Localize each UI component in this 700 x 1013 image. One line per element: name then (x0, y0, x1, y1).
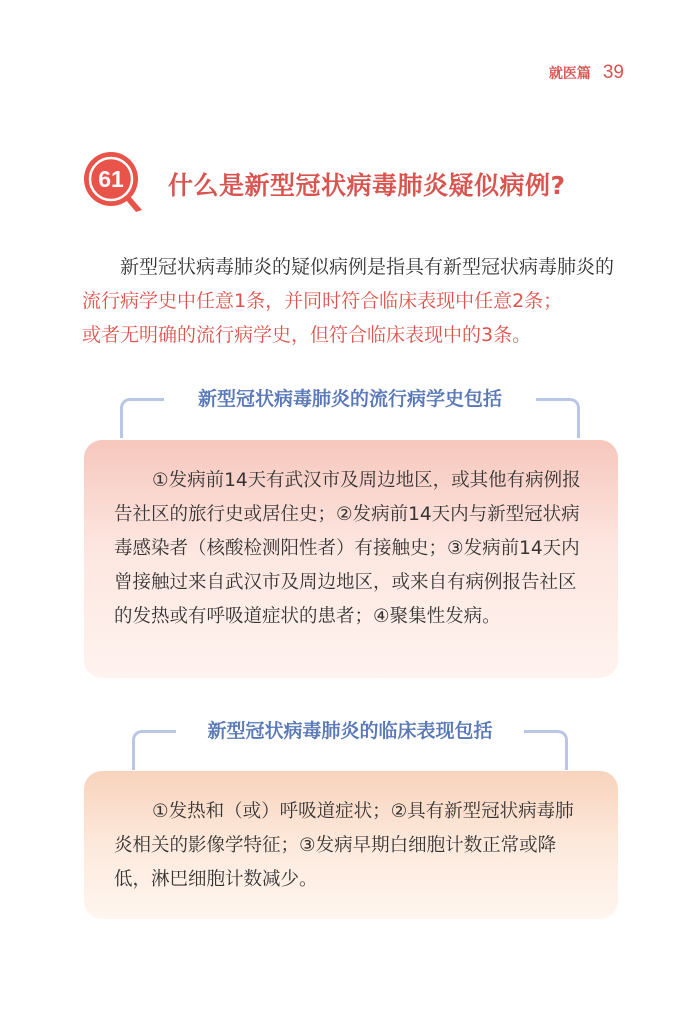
page-number: 39 (602, 62, 624, 83)
magnifier-badge-icon (82, 150, 148, 216)
clinical-text: ①发热和（或）呼吸道症状；②具有新型冠状病毒肺炎相关的影像学特征；③发病早期白细胞计数正常或降低，淋巴细胞计数减少。 (114, 801, 574, 890)
question-title: 什么是新型冠状病毒肺炎疑似病例? (168, 171, 566, 200)
clinical-title: 新型冠状病毒肺炎的临床表现包括 (199, 720, 500, 742)
intro-paragraph (82, 250, 622, 352)
intro-line-1: 新型冠状病毒肺炎的疑似病例是指具有新型冠状病毒肺炎的 (120, 256, 615, 278)
question-number: 61 (98, 166, 124, 192)
clinical-box (84, 771, 618, 919)
epidemiology-box (84, 440, 618, 678)
section-name: 就医篇 (548, 66, 591, 82)
epidemiology-heading (120, 388, 580, 438)
epidemiology-text: ①发病前14天有武汉市及周边地区，或其他有病例报告社区的旅行史或居住史；②发病前14天内与新型冠状病毒感染者（核酸检测阳性者）有接触史；③发病前14天内曾接触过来自武汉市及周边地区，或来自有病例报告社区的发热或有呼吸道症状的患者；④聚集性发病。 (114, 470, 581, 627)
epidemiology-title: 新型冠状病毒肺炎的流行病学史包括 (190, 388, 510, 410)
intro-line-2: 流行病学史中任意1条，并同时符合临床表现中任意2条； (82, 290, 563, 312)
intro-line-3: 或者无明确的流行病学史，但符合临床表现中的3条。 (82, 324, 532, 346)
page-header (549, 62, 624, 84)
clinical-heading (132, 720, 568, 770)
